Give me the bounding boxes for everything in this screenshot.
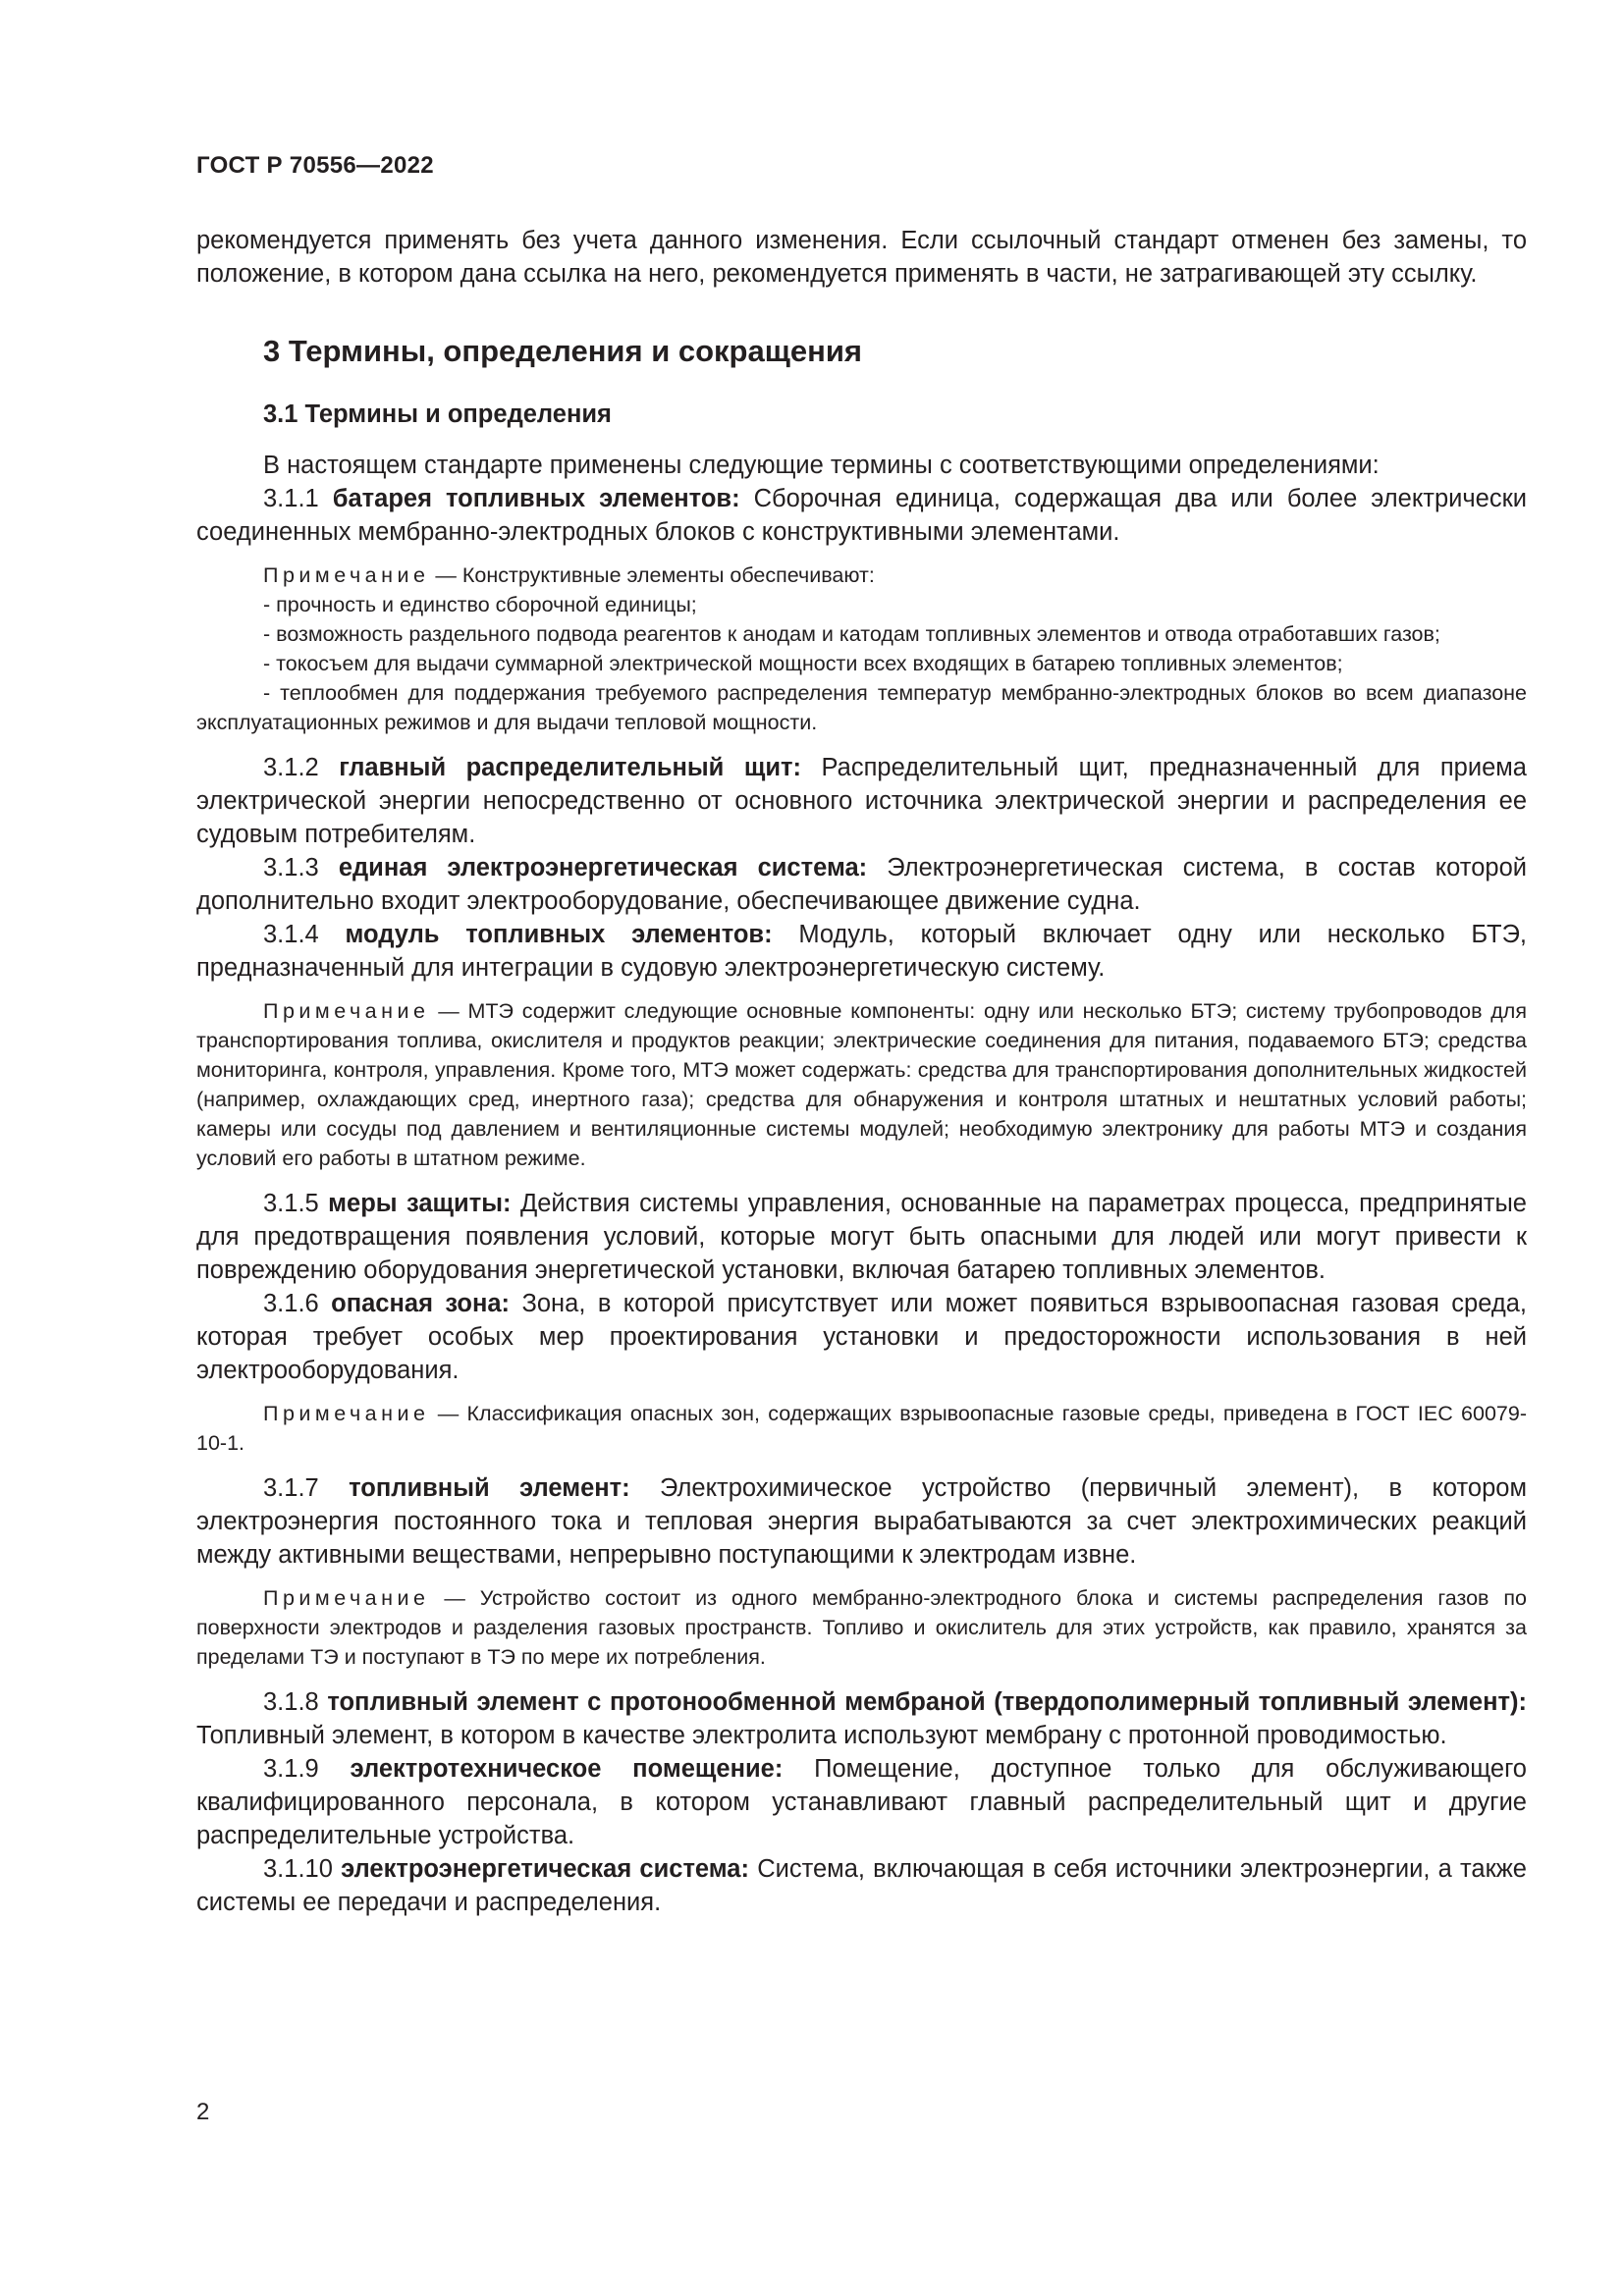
note-text: — МТЭ содержит следующие основные компоненты: одну или несколько БТЭ; систему трубопроводов для транспортирования топлива, окислителя и продуктов реакции; электрические соединения для питания, подаваемого БТЭ; средства мониторинга, контроля, управления. Кроме того, МТЭ может содержать: средства для транспортирования дополнительных жидкостей (например, охлаждающих сред, инертного газа); средства для обнаружения и контроля штатных и нештатных условий работы; камеры или сосуды под давлением и вентиляционные системы модулей; необходимую электронику для работы МТЭ и создания условий его работы в штатном режиме.	[196, 999, 1527, 1170]
note-text: — Устройство состоит из одного мембранно-электродного блока и системы распределения газов по поверхности электродов и разделения газовых пространств. Топливо и окислитель для этих устройств, как правило, хранятся за пределами ТЭ и поступают в ТЭ по мере их потребления.	[196, 1586, 1527, 1669]
term-definition: Сборочная единица, содержащая два или более электрически соединенных мембранно-электродных блоков с конструктивными элементами.	[196, 485, 1527, 546]
term-entry-3-1-2	[196, 751, 1527, 851]
term-name: главный распределительный щит:	[339, 754, 802, 781]
note-label: Примечание	[263, 1402, 430, 1425]
term-name: топливный элемент:	[349, 1474, 630, 1502]
note-label: Примечание	[263, 1586, 430, 1610]
term-entry-3-1-3	[196, 851, 1527, 918]
note-1	[196, 561, 1527, 737]
page-content	[196, 224, 1527, 1919]
term-definition: Электроэнергетическая система, в состав которой дополнительно входит электрооборудование, обеспечивающее движение судна.	[196, 854, 1527, 915]
term-definition: Действия системы управления, основанные на параметрах процесса, предпринятые для предотвращения появления условий, которые могут быть опасными для людей или могут привести к повреждению оборудования энергетической установки, включая батарею топливных элементов.	[196, 1190, 1527, 1284]
note-list-item: - теплообмен для поддержания требуемого распределения температур мембранно-электродных блоков во всем диапазоне эксплуатационных режимов и для выдачи тепловой мощности.	[196, 681, 1527, 734]
section-intro: В настоящем стандарте применены следующие термины с соответствующими определениями:	[263, 452, 1380, 479]
term-number: 3.1.9	[263, 1755, 351, 1783]
term-entry-3-1-10	[196, 1852, 1527, 1919]
note-list-item: - прочность и единство сборочной единицы;	[263, 593, 697, 616]
term-entry-3-1-5	[196, 1187, 1527, 1287]
intro-paragraph: рекомендуется применять без учета данного изменения. Если ссылочный стандарт отменен без замены, то положение, в котором дана ссылка на него, рекомендуется применять в части, не затрагивающей эту ссылку.	[196, 227, 1527, 288]
term-name: модуль топливных элементов:	[345, 921, 773, 948]
term-definition: Помещение, доступное только для обслуживающего квалифицированного персонала, в котором устанавливают главный распределительный щит и другие распределительные устройства.	[196, 1755, 1527, 1849]
note-text: — Конструктивные элементы обеспечивают:	[429, 563, 875, 587]
term-number: 3.1.1	[263, 485, 333, 512]
term-name: опасная зона:	[331, 1290, 511, 1317]
term-name: электротехническое помещение:	[350, 1755, 784, 1783]
term-definition: Электрохимическое устройство (первичный элемент), в котором электроэнергия постоянного тока и тепловая энергия вырабатываются за счет электрохимических реакций между активными веществами, непрерывно поступающими к электродам извне.	[196, 1474, 1527, 1569]
term-number: 3.1.6	[263, 1290, 332, 1317]
note-text: — Классификация опасных зон, содержащих взрывоопасные газовые среды, приведена в ГОСТ IEC 60079-10-1.	[196, 1402, 1527, 1455]
term-name: батарея топливных элементов:	[332, 485, 740, 512]
note-3	[196, 1399, 1527, 1458]
term-definition: Система, включающая в себя источники электроэнергии, а также системы ее передачи и распределения.	[196, 1855, 1527, 1916]
document-code: ГОСТ Р 70556—2022	[196, 152, 434, 179]
term-number: 3.1.3	[263, 854, 339, 881]
term-definition: Модуль, который включает одну или несколько БТЭ, предназначенный для интеграции в судовую электроэнергетическую систему.	[196, 921, 1527, 982]
term-name: меры защиты:	[328, 1190, 512, 1217]
term-entry-3-1-7	[196, 1471, 1527, 1572]
term-number: 3.1.10	[263, 1855, 342, 1883]
note-2	[196, 996, 1527, 1173]
note-list-item: - возможность раздельного подвода реагентов к анодам и катодам топливных элементов и отвода отработавших газов;	[263, 622, 1440, 646]
term-entry-3-1-1	[196, 482, 1527, 549]
term-number: 3.1.5	[263, 1190, 329, 1217]
term-entry-3-1-8	[196, 1685, 1527, 1752]
term-number: 3.1.8	[263, 1688, 328, 1716]
note-list-item: - токосъем для выдачи суммарной электрической мощности всех входящих в батарею топливных элементов;	[263, 652, 1343, 675]
term-entry-3-1-6	[196, 1287, 1527, 1387]
term-definition: Топливный элемент, в котором в качестве электролита используют мембрану с протонной проводимостью.	[196, 1722, 1447, 1749]
subsection-title: 3.1 Термины и определения	[263, 400, 612, 428]
term-entry-3-1-4	[196, 918, 1527, 985]
term-number: 3.1.4	[263, 921, 346, 948]
term-number: 3.1.7	[263, 1474, 350, 1502]
note-1-intro	[196, 561, 1527, 590]
note-4	[196, 1583, 1527, 1672]
term-definition: Распределительный щит, предназначенный для приема электрической энергии непосредственно от основного источника электрической энергии и распределения ее судовым потребителям.	[196, 754, 1527, 848]
term-number: 3.1.2	[263, 754, 340, 781]
term-name: единая электроэнергетическая система:	[338, 854, 868, 881]
term-definition: Зона, в которой присутствует или может появиться взрывоопасная газовая среда, которая требует особых мер проектирования установки и предосторожности использования в ней электрооборудования.	[196, 1290, 1527, 1384]
section-title: 3 Термины, определения и сокращения	[263, 334, 862, 368]
note-label: Примечание	[263, 563, 430, 587]
term-name: топливный элемент с протонообменной мембраной (твердополимерный топливный элемент):	[327, 1688, 1527, 1716]
term-name: электроэнергетическая система:	[341, 1855, 749, 1883]
term-entry-3-1-9	[196, 1752, 1527, 1852]
page-number: 2	[196, 2099, 210, 2125]
note-label: Примечание	[263, 999, 430, 1023]
